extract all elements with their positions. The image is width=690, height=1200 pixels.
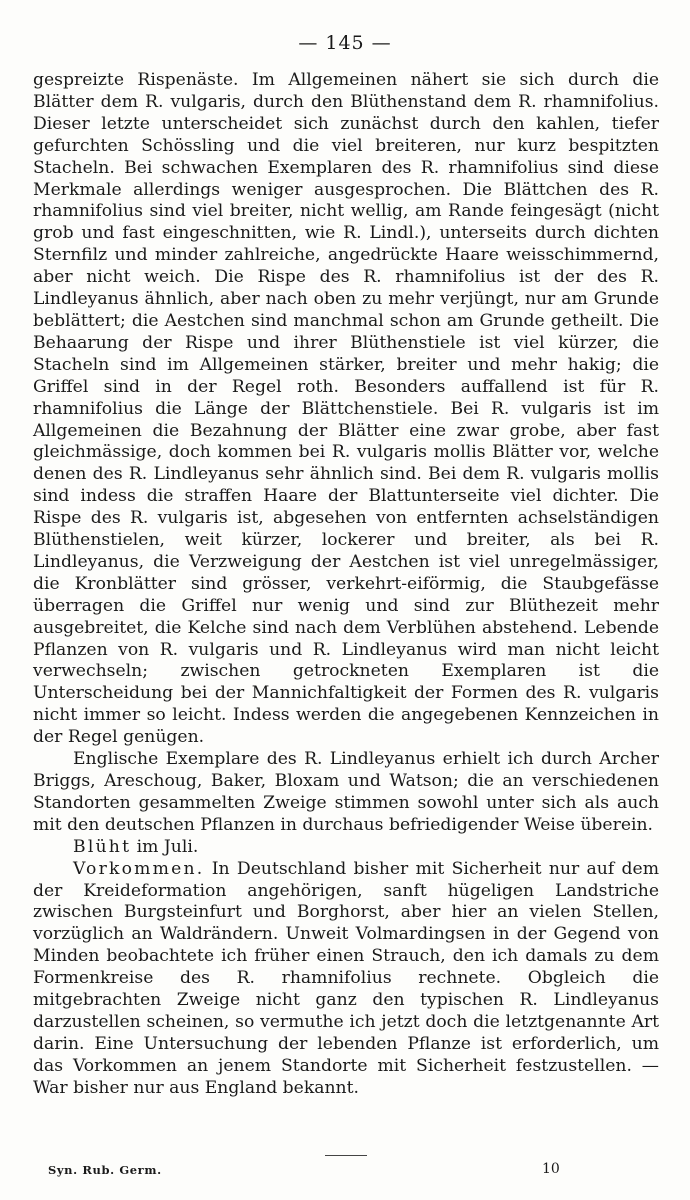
signature-mark: Syn. Rub. Germ. [48, 1163, 162, 1177]
flowering-text: im Juli. [131, 836, 199, 857]
paragraph-occurrence [33, 859, 659, 1100]
occurrence-text: In Deutschland bisher mit Sicherheit nur auf dem der Kreideformation angehörigen, sanft hügeligen Landstriche zwischen Burgsteinfurt und Borghorst, aber hier an vielen Stellen, vorzüglich an Waldrändern. Unweit Volmardingsen in der Gegend von Minden beobachtete ich früher einen Strauch, den ich damals zu dem Formenkreise des R. rhamnifolius rechnete. Obgleich die mitgebrachten Zweige nicht ganz den typischen R. Lindleyanus darzustellen scheinen, so vermuthe ich jetzt doch die letztgenannte Art darin. Eine Untersuchung der lebenden Pflanze ist erforderlich, um das Vorkommen an jenem Standorte mit Sicherheit festzustellen. — War bisher nur aus England bekannt. [33, 858, 659, 1098]
occurrence-heading: Vorkommen. [73, 858, 205, 879]
body-text [33, 70, 659, 1100]
footer-divider [325, 1155, 367, 1156]
flowering-heading: Blüht [73, 836, 132, 857]
paragraph-flowering [33, 837, 659, 859]
page-footer [0, 1155, 690, 1185]
page-number: — 145 — [298, 32, 392, 54]
paragraph-english-specimens: Englische Exemplare des R. Lindleyanus erhielt ich durch Archer Briggs, Areschoug, Baker, Bloxam und Watson; die an verschiedenen Standorten gesammelten Zweige stimmen sowohl unter sich als auch mit den deutschen Pflanzen in durchaus befriedigender Weise überein. [33, 749, 659, 835]
signature-number: 10 [542, 1161, 560, 1177]
paragraph-comparison: gespreizte Rispenäste. Im Allgemeinen nähert sie sich durch die Blätter dem R. vulgaris, durch den Blüthenstand dem R. rhamnifolius. Dieser letzte unterscheidet sich zunächst durch den kahlen, tiefer gefurchten Schössling und die viel breiteren, nur kurz bespitzten Stacheln. Bei schwachen Exemplaren des R. rhamnifolius sind diese Merkmale allerdings weniger ausgesprochen. Die Blättchen des R. rhamnifolius sind viel breiter, nicht wellig, am Rande feingesägt (nicht grob und fast eingeschnitten, wie R. Lindl.), unterseits durch dichten Sternfilz und minder zahlreiche, angedrückte Haare weisschimmernd, aber nicht weich. Die Rispe des R. rhamnifolius ist der des R. Lindleyanus ähnlich, aber nach oben zu mehr verjüngt, nur am Grunde beblättert; die Aestchen sind manchmal schon am Grunde getheilt. Die Behaarung der Rispe und ihrer Blüthenstiele ist viel kürzer, die Stacheln sind im Allgemeinen stärker, breiter und mehr hakig; die Griffel sind in der Regel roth. Besonders auffallend ist für R. rhamnifolius die Länge der Blättchenstiele. Bei R. vulgaris ist im Allgemeinen die Bezahnung der Blätter eine zwar grobe, aber fast gleichmässige, doch kommen bei R. vulgaris mollis Blätter vor, welche denen des R. Lindleyanus sehr ähnlich sind. Bei dem R. vulgaris mollis sind indess die straffen Haare der Blattunterseite viel dichter. Die Rispe des R. vulgaris ist, abgesehen von entfernten achselständigen Blüthenstielen, weit kürzer, lockerer und breiter, als bei R. Lindleyanus, die Verzweigung der Aestchen ist viel unregelmässiger, die Kronblätter sind grösser, verkehrt-eiförmig, die Staubgefässe überragen die Griffel nur wenig und sind zur Blüthezeit mehr ausgebreitet, die Kelche sind nach dem Verblühen abstehend. Lebende Pflanzen von R. vulgaris und R. Lindleyanus wird man nicht leicht verwechseln; zwischen getrockneten Exemplaren ist die Unterscheidung bei der Mannichfaltigkeit der Formen des R. vulgaris nicht immer so leicht. Indess werden die angegebenen Kennzeichen in der Regel genügen. [33, 70, 659, 748]
